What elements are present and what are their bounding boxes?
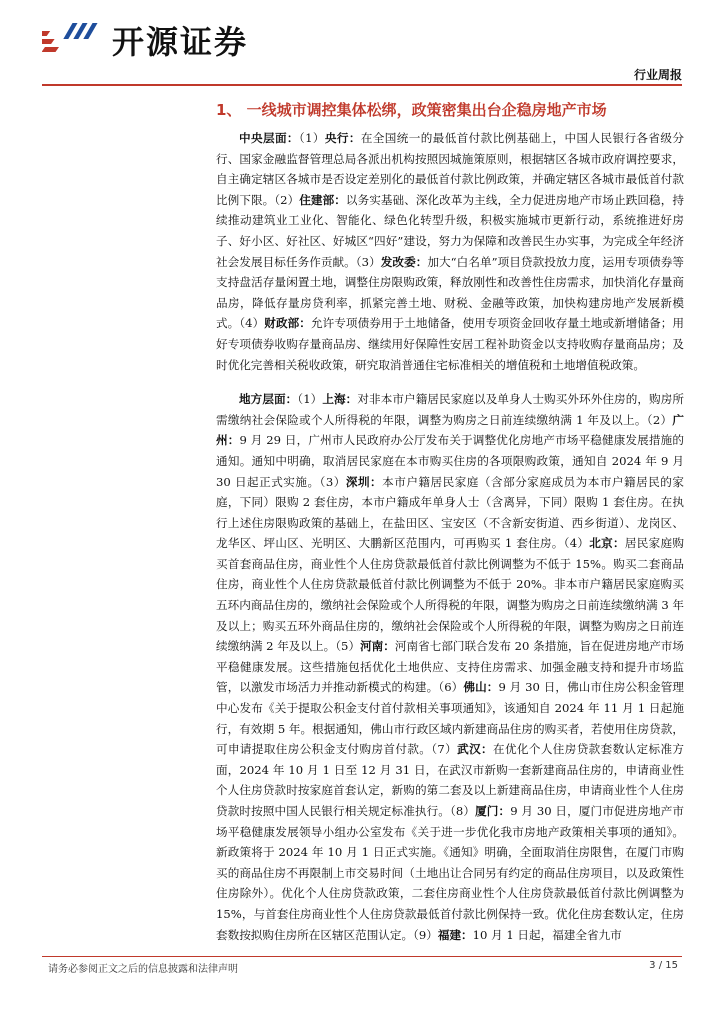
paragraph-heading: 财政部： xyxy=(264,316,311,331)
paragraph-heading: 发改委： xyxy=(380,254,428,269)
paragraph-text: 10 月 1 日起，福建全省九市 xyxy=(472,927,622,942)
paragraph-heading: 福建： xyxy=(437,927,473,942)
paragraph-text: （1） xyxy=(298,131,325,145)
paragraph-local xyxy=(216,389,684,945)
paragraph-heading: 武汉： xyxy=(457,742,494,757)
paragraph-text: 9 月 30 日，佛山市住房公积金管理中心发布《关于提取公积金支付首付款相关事项通知》，该通知自 2024 年 11 月 1 日起施行，有效期 5 年。根据通知，佛山市行政区域内新建商品住房的购买者，若使用住房贷款，可申请提取住房公积金支付购房首付款。（7） xyxy=(216,680,684,757)
paragraph-heading: 厦门： xyxy=(475,804,511,818)
paragraph-text: （1） xyxy=(297,392,323,407)
paragraph-text: 9 月 29 日，广州市人民政府办公厅发布关于调整优化房地产市场平稳健康发展措施的通知。通知中明确，取消居民家庭在本市购买住房的各项限购政策，通知自 2024 年 9 月 30 日起正式实施。（3） xyxy=(216,433,684,489)
paragraph-heading: 北京： xyxy=(589,536,625,551)
page-number: 3 / 15 xyxy=(649,960,678,971)
footer-disclaimer: 请务必参阅正文之后的信息披露和法律声明 xyxy=(48,964,238,975)
paragraph-heading: 河南： xyxy=(360,639,395,654)
paragraph-heading: 上海： xyxy=(322,392,358,407)
paragraph-text: 允许专项债券用于土地储备，使用专项资金回收存量土地或新增储备；用好专项债券收购存量商品房、继续用好保障性安居工程补助资金以支持收购存量商品房；及时优化完善相关税收政策，研究取消普通住宅标准相关的增值税和土地增值税政策。 xyxy=(216,316,684,372)
paragraph-text: 9 月 30 日，厦门市促进房地产市场平稳健康发展领导小组办公室发布《关于进一步优化我市房地产政策相关事项的通知》。新政策将于 2024 年 10 月 1 日正式实施。《通知》明确，全面取消住房限售，在厦门市购买的商品住房不再限制上市交易时间（土地出让合同另有约定的商品住房项目，以及政策性住房除外）。优化个人住房贷款政策，二套住房商业性个人住房贷款最低首付款比例调整为 15%，与首套住房商业性个人住房贷款最低首付款比例保持一致。优化住房套数认定，住房套数按拟购住房所在区辖区范围认定。（9） xyxy=(216,804,685,942)
paragraph-heading: 央行： xyxy=(324,131,361,145)
paragraph-text: 加大“白名单”项目贷款投放力度，运用专项债券等支持盘活存量闲置土地，调整住房限购政策，释放刚性和改善性住房需求，加快消化存量商品房，降低存量房贷利率，抓紧完善土地、财税、金融等政策，加快构建房地产发展新模式。（4） xyxy=(216,254,684,331)
paragraph-text: 在全国统一的最低首付款比例基础上，中国人民银行各省级分行、国家金融监督管理总局各派出机构按照因城施策原则，根据辖区各城市政府调控要求，自主确定辖区各城市是否设定差别化的最低首付款比例政策，并确定辖区各城市最低首付款比例下限。（2） xyxy=(216,131,684,207)
paragraph-central xyxy=(216,128,684,375)
body-text xyxy=(216,128,684,959)
paragraph-heading: 佛山： xyxy=(463,680,499,695)
paragraph-text: 以务实基础、深化改革为主线，全力促进房地产市场止跌回稳，持续推动建筑业工业化、智能化、绿色化转型升级，积极实施城市更新行动，系统推进好房子、好小区、好社区、好城区“四好”建设，努力为保障和改善民生办实事，为完成全年经济社会发展目标任务作贡献。（3） xyxy=(216,192,684,269)
brand-name: 开源证券 xyxy=(112,23,249,61)
paragraph-text: 对非本市户籍居民家庭以及单身人士购买外环外住房的，购房所需缴纳社会保险或个人所得税的年限，调整为购房之日前连续缴纳满 1 年及以上。（2） xyxy=(216,392,684,427)
report-type: 行业周报 xyxy=(633,68,682,82)
header-divider xyxy=(42,84,682,86)
paragraph-heading: 广州： xyxy=(216,412,684,448)
paragraph-heading: 地方层面： xyxy=(239,392,298,407)
paragraph-heading: 中央层面： xyxy=(239,131,299,145)
section-title: 1、 一线城市调控集体松绑，政策密集出台企稳房地产市场 xyxy=(216,101,607,119)
footer-divider xyxy=(42,956,682,957)
paragraph-text: 居民家庭购买首套商品住房，商业性个人住房贷款最低首付款比例调整为不低于 15%。购买二套商品住房，商业性个人住房贷款最低首付款比例调整为不低于 20%。非本市户籍居民家庭购买五环内商品住房的，缴纳社会保险或个人所得税的年限，调整为购房之日前连续缴纳满 3 年及以上；购买五环外商品住房的，缴纳社会保险或个人所得税的年限，调整为购房之日前连续缴纳满 2 年及以上。（5） xyxy=(216,536,684,654)
paragraph-text: 在优化个人住房贷款套数认定标准方面，2024 年 10 月 1 日至 12 月 31 日，在武汉市新购一套新建商品住房的，申请商业性个人住房贷款时按家庭首套认定，新购的第二套及以上新建商品住房，申请商业性个人住房贷款时按照中国人民银行相关规定标准执行。（8） xyxy=(216,742,684,818)
brand-logo-icon xyxy=(42,17,108,63)
brand-logo xyxy=(42,16,248,64)
paragraph-heading: 深圳： xyxy=(345,474,383,489)
paragraph-text: 本市户籍居民家庭（含部分家庭成员为本市户籍居民的家庭，下同）限购 2 套住房，本市户籍成年单身人士（含离异，下同）限购 1 套住房。在执行上述住房限购政策的基础上，在盐田区、宝安区（不含新安街道、西乡街道）、龙岗区、龙华区、坪山区、光明区、大鹏新区范围内，可再购买 1 套住房。（4） xyxy=(216,474,684,551)
paragraph-heading: 住建部： xyxy=(299,192,346,207)
paragraph-text: 河南省七部门联合发布 20 条措施，旨在促进房地产市场平稳健康发展。这些措施包括优化土地供应、支持住房需求、加强金融支持和提升市场监管，以激发市场活力并推动新模式的构建。（6） xyxy=(216,639,685,695)
